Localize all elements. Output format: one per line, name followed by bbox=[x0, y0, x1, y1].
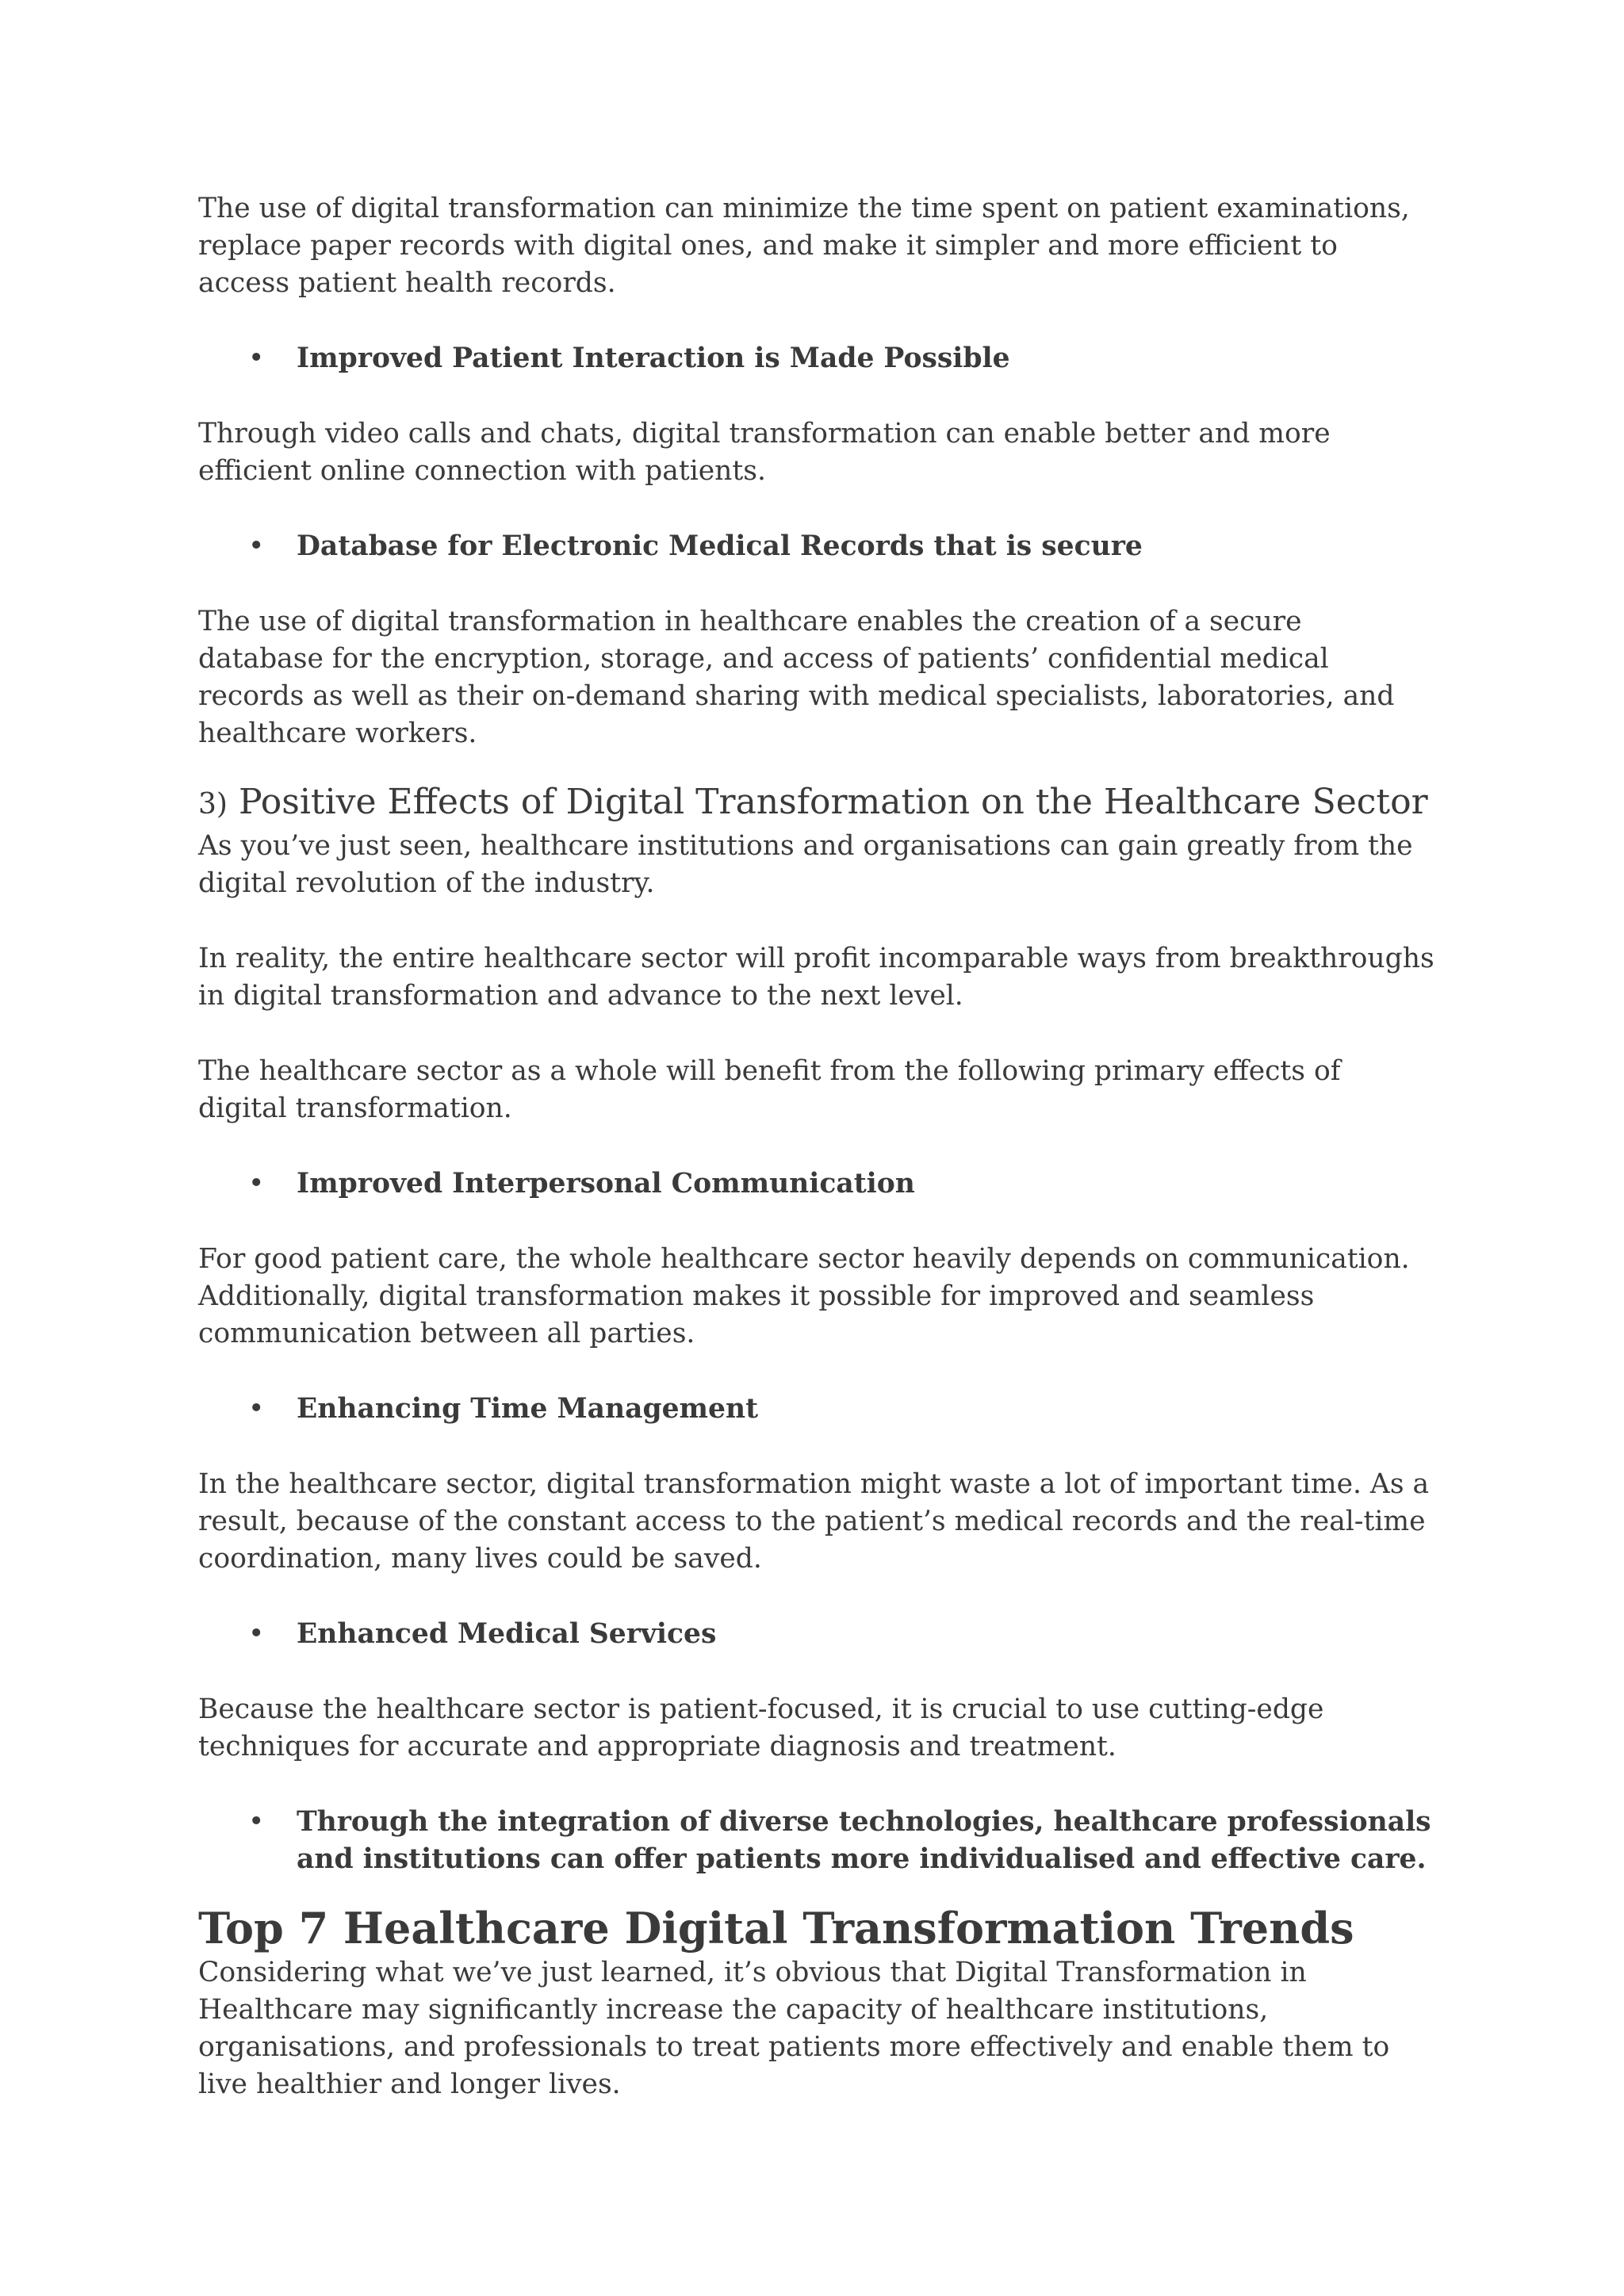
bullet-item bbox=[198, 340, 1435, 377]
bullet-icon: • bbox=[248, 1618, 265, 1650]
paragraph: The healthcare sector as a whole will benefit from the following primary effects of digital transformation. bbox=[198, 1055, 1341, 1124]
paragraph: The use of digital transformation can minimize the time spent on patient examinations, replace paper records with digital ones, and make it simpler and more efficient to access patient health records. bbox=[198, 193, 1410, 299]
bullet-label: Through the integration of diverse technologies, healthcare professionals and institutions can offer patients more individualised and effective care. bbox=[297, 1806, 1431, 1875]
paragraph: The use of digital transformation in healthcare enables the creation of a secure database for the encryption, storage, and access of patients’ confidential medical records as well as their on-demand sharing with medical specialists, laboratories, and healthcare workers. bbox=[198, 606, 1395, 749]
bullet-label: Enhancing Time Management bbox=[297, 1393, 759, 1425]
bullet-list bbox=[198, 1391, 1435, 1428]
paragraph: In the healthcare sector, digital transformation might waste a lot of important time. As a result, because of the constant access to the patient’s medical records and the real-time coordination, many lives could be saved. bbox=[198, 1468, 1430, 1575]
paragraph: In reality, the entire healthcare sector will profit incomparable ways from breakthroughs in digital transformation and advance to the next level. bbox=[198, 943, 1434, 1012]
bullet-label: Improved Interpersonal Communication bbox=[297, 1168, 915, 1200]
section-title: Positive Effects of Digital Transformation on the Healthcare Sector bbox=[238, 782, 1428, 822]
bullet-icon: • bbox=[248, 1393, 265, 1425]
section-number: 3) bbox=[198, 788, 228, 821]
section-heading bbox=[198, 781, 1435, 826]
paragraph: Considering what we’ve just learned, it’s obvious that Digital Transformation in Healthcare may significantly increase the capacity of healthcare institutions, organisations, and professionals to treat patients more effectively and enable them to live healthier and longer lives. bbox=[198, 1957, 1390, 2100]
paragraph: Through video calls and chats, digital transformation can enable better and more efficient online connection with patients. bbox=[198, 418, 1331, 487]
bullet-item bbox=[198, 1165, 1435, 1203]
bullet-icon: • bbox=[248, 1806, 265, 1838]
bullet-list bbox=[198, 1804, 1435, 1878]
bullet-list bbox=[198, 1616, 1435, 1653]
bullet-label: Improved Patient Interaction is Made Possible bbox=[297, 342, 1010, 374]
bullet-list bbox=[198, 340, 1435, 377]
paragraph: As you’ve just seen, healthcare institutions and organisations can gain greatly from the digital revolution of the industry. bbox=[198, 830, 1413, 899]
bullet-icon: • bbox=[248, 1168, 265, 1200]
bullet-item bbox=[198, 1616, 1435, 1653]
bullet-item bbox=[198, 1391, 1435, 1428]
bullet-item bbox=[198, 1804, 1435, 1878]
trends-heading: Top 7 Healthcare Digital Transformation Trends bbox=[198, 1903, 1354, 1954]
bullet-list bbox=[198, 1165, 1435, 1203]
paragraph: For good patient care, the whole healthcare sector heavily depends on communication. Additionally, digital transformation makes it possible for improved and seamless communication between all parties. bbox=[198, 1243, 1410, 1349]
bullet-icon: • bbox=[248, 342, 265, 374]
paragraph: Because the healthcare sector is patient-focused, it is crucial to use cutting-edge techniques for accurate and appropriate diagnosis and treatment. bbox=[198, 1693, 1324, 1762]
bullet-item bbox=[198, 528, 1435, 565]
document-page bbox=[198, 190, 1435, 2141]
bullet-list bbox=[198, 528, 1435, 565]
bullet-label: Enhanced Medical Services bbox=[297, 1618, 717, 1650]
bullet-label: Database for Electronic Medical Records that is secure bbox=[297, 530, 1143, 562]
bullet-icon: • bbox=[248, 530, 265, 562]
